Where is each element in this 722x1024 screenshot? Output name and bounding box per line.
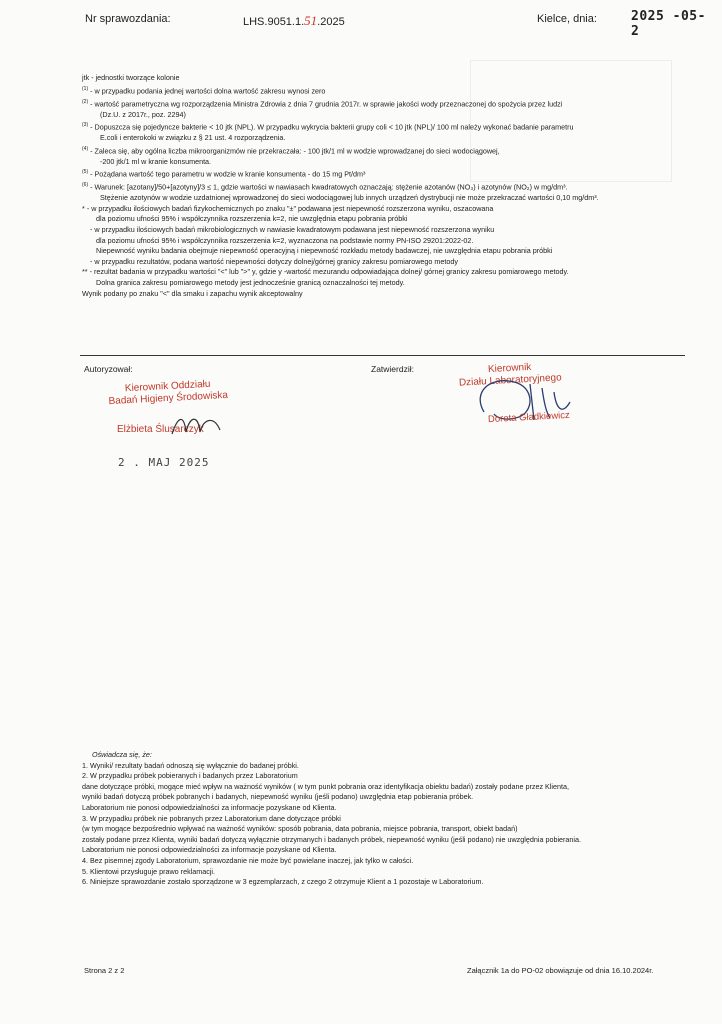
note-line: $^{(2)}$ - wartość parametryczna wg rozporządzenia Ministra Zdrowia z dnia 7 grudnia 2017r. w sprawie jakości wody przeznaczonej do spożycia przez ludzi (82, 98, 563, 108)
note-line: -200 jtk/1 ml w kranie konsumenta. (100, 156, 212, 166)
note-line: $^{(6)}$ - Warunek: [azotany]/50+[azotyny]/3 ≤ 1, gdzie wartości w nawiasach kwadratowych oznaczają: stężenie azotanów (NO₃) i azotynów (NO₂) w mg/dm³. (82, 182, 568, 192)
declaration-item: 5. Klientowi przysługuje prawo reklamacji. (82, 866, 216, 876)
authorized-name: Elżbieta Ślusarczyk (117, 424, 204, 435)
declaration-item: zostały podane przez Klienta, wyniki badań dotyczą wyłącznie otrzymanych i badanych próbek, niepewność wyniku (jeśli podano) nie uwzględnia pobierania. (82, 834, 582, 844)
note-line: E.coli i enterokoki w związku z § 21 ust. 4 rozporządzenia. (100, 133, 286, 143)
note-line: - w przypadku ilościowych badań mikrobiologicznych w nawiasie kwadratowym podawana jest niepewność rozszerzona wyniku (90, 225, 495, 235)
declaration-item: 6. Niniejsze sprawozdanie zostało sporządzone w 3 egzemplarzach, z czego 2 otrzymuje Klient a 1 pozostaje w Laboratorium. (82, 877, 484, 887)
authorized-stamp (97, 377, 238, 408)
declaration-item: Laboratorium nie ponosi odpowiedzialności za informacje pozyskane od Klienta. (82, 802, 337, 812)
note-line: $^{(4)}$ - Zaleca się, aby ogólna liczba mikroorganizmów nie przekraczała: - 100 jtk/1 ml w wodzie wprowadzanej do sieci wodociągowej, (82, 145, 500, 156)
note-line: ** - rezultat badania w przypadku wartości "<" lub ">" y, gdzie y -wartość mezurandu odpowiadająca dolnej/ górnej granicy zakresu pomiarowego metody. (82, 267, 569, 277)
stamp-line: Kierownik Oddziału (124, 378, 211, 395)
note-line: dla poziomu ufności 95% i współczynnika rozszerzenia k=2, wyznaczona na podstawie normy PN-ISO 29201:2022-02. (96, 235, 474, 245)
note-line: - w przypadku rezultatów, podana wartość niepewności dotyczy dolnej/górnej granicy zakresu pomiarowego metody (90, 256, 458, 266)
city-date-label: Kielce, dnia: (537, 13, 597, 25)
declaration-item: 3. W przypadku próbek nie pobranych przez Laboratorium dane dotyczące próbki (82, 813, 341, 823)
declaration-title: Oświadcza się, że: (92, 750, 152, 759)
note-line: $^{(1)}$ - w przypadku podania jednej wartości dolna wartość zakresu wynosi zero (82, 85, 326, 95)
report-date-stamp: 2025 -05- 2 (631, 9, 706, 39)
declaration-item: 1. Wyniki/ rezultaty badań odnoszą się wyłącznie do badanej próbki. (82, 760, 299, 770)
note-line: dla poziomu ufności 95% i współczynnika rozszerzenia k=2, nie uwzględnia etapu pobrania próbki (96, 214, 408, 224)
declaration-item: (w tym mogące bezpośrednio wpływać na ważność wyników: sposób pobrania, data pobrania, miejsce pobrania, transport, obiekt badań) (82, 824, 518, 834)
attachment-note: Załącznik 1a do PO-02 obowiązuje od dnia 16.10.2024r. (467, 966, 654, 975)
note-line: Dolna granica zakresu pomiarowego metody jest jednocześnie granicą oznaczalności tej metody. (96, 278, 405, 288)
report-number-prefix: LHS.9051.1. (243, 16, 305, 28)
approved-name: Dorota Gładkiewicz (487, 409, 571, 426)
declaration (82, 750, 692, 888)
declaration-item: dane dotyczące próbki, mogące mieć wpływ na ważność wyników ( w tym punkt pobrania oraz identyfikacja obiektu badań) zostały podane przez Klienta, (82, 781, 570, 791)
authorized-signature (168, 410, 238, 440)
note-line: $^{(5)}$ - Pożądana wartość tego parametru w wodzie w kranie konsumenta - do 15 mg Pt/dm³ (82, 169, 366, 179)
declaration-item: Laboratorium nie ponosi odpowiedzialności za informacje pozyskane od Klienta. (82, 845, 337, 855)
note-line: Niepewność wyniku badania obejmuje niepewność operacyjną i niepewność rozkładu metody badawczej, nie uwzględnia etapu pobrania próbki (96, 246, 553, 256)
declaration-item: 4. Bez pisemnej zgody Laboratorium, sprawozdanie nie może być powielane inaczej, jak tylko w całości. (82, 855, 414, 865)
note-line: * - w przypadku ilościowych badań fizykochemicznych po znaku "±" podawana jest niepewność rozszerzona wyniku, oszacowana (82, 203, 494, 213)
stamp-line: Badań Higieny Środowiska (108, 389, 229, 408)
authorized-label: Autoryzował: (84, 364, 133, 374)
declaration-item: wyniki badań dotyczą próbek pobranych i badanych, niepewność wyniku (jeśli podano) uwzględnia etap pobierania próbek. (82, 792, 474, 802)
report-number-suffix: .2025 (317, 16, 345, 28)
page-number: Strona 2 z 2 (84, 966, 125, 975)
note-line: $^{(3)}$ - Dopuszcza się pojedyncze bakterie < 10 jtk (NPL). W przypadku wykrycia bakterii grupy coli < 10 jtk (NPL)/ 100 ml należy wykonać badanie parametru (82, 122, 574, 132)
section-divider (80, 355, 685, 356)
authorized-date-stamp: 2 . MAJ 2025 (118, 456, 210, 469)
note-line: Wynik podany po znaku "<" dla smaku i zapachu wynik akceptowalny (82, 288, 303, 298)
report-number (243, 13, 345, 29)
legend-notes (82, 73, 702, 299)
note-line: Stężenie azotynów w wodzie uzdatnionej wprowadzonej do sieci wodociągowej lub innych urządzeń dystrybucji nie może przekraczać wartości 0,10 mg/dm³. (100, 193, 599, 203)
approved-label: Zatwierdził: (371, 364, 414, 374)
note-line: (Dz.U. z 2017r., poz. 2294) (100, 109, 186, 119)
report-number-label: Nr sprawozdania: (85, 13, 171, 25)
report-number-handwritten: 51 (304, 13, 318, 28)
stamp-line: Kierownik (487, 361, 532, 376)
note-line: jtk - jednostki tworzące kolonie (82, 73, 180, 82)
stamp-line: Działu Laboratoryjnego (458, 372, 562, 389)
declaration-item: 2. W przypadku próbek pobieranych i badanych przez Laboratorium (82, 771, 298, 781)
